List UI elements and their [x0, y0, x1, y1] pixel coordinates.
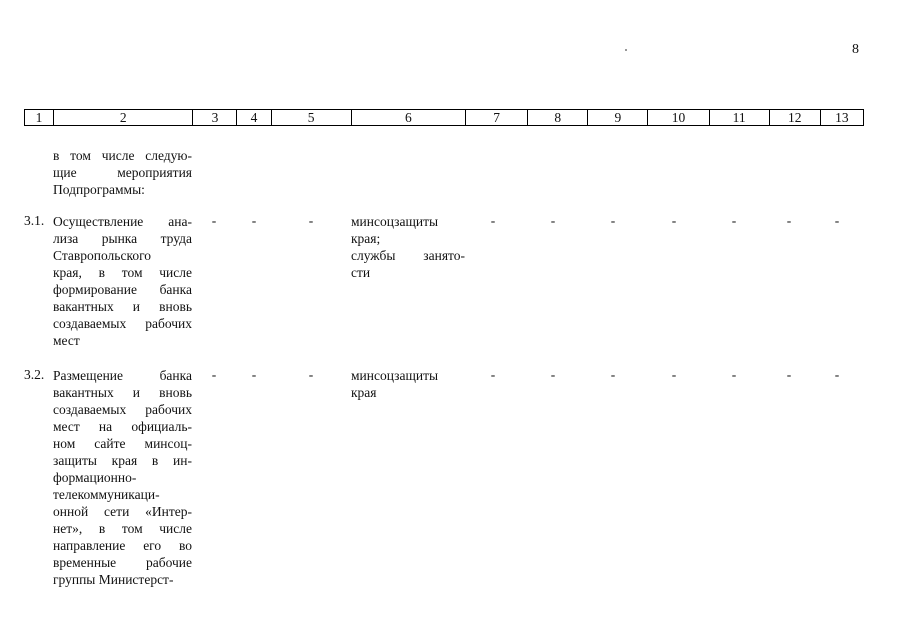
column-header-5: 5 — [271, 110, 351, 126]
executor-line: края — [351, 385, 377, 400]
cell-col-3: - — [211, 367, 217, 382]
description-line: мест — [53, 333, 80, 348]
intro-text — [53, 147, 192, 198]
description-line: временные рабочие — [53, 555, 192, 570]
executor-line: минсоцзащиты — [351, 214, 439, 229]
column-header-6: 6 — [351, 110, 465, 126]
column-header-3: 3 — [193, 110, 237, 126]
description-line: формационно- — [53, 470, 137, 485]
executor-line: сти — [351, 265, 371, 280]
column-header-4: 4 — [237, 110, 271, 126]
column-header-13: 13 — [820, 110, 863, 126]
row-executor — [351, 367, 465, 401]
description-line: лиза рынка труда — [53, 231, 192, 246]
description-line: Осуществление ана- — [53, 214, 192, 229]
row-description — [53, 367, 192, 588]
description-line: Размещение банка — [53, 368, 192, 383]
cell-col-13: - — [834, 367, 840, 382]
cell-col-11: - — [731, 367, 737, 382]
cell-col-7: - — [490, 213, 496, 228]
executor-line: службы занято- — [351, 248, 465, 263]
page-number: 8 — [852, 42, 859, 57]
scan-speck — [625, 49, 627, 51]
row-executor — [351, 213, 465, 281]
cell-col-4: - — [251, 213, 257, 228]
cell-col-12: - — [786, 213, 792, 228]
row-number: 3.1. — [24, 213, 45, 228]
cell-col-5: - — [308, 213, 314, 228]
column-number-header-row — [24, 109, 864, 126]
cell-col-12: - — [786, 367, 792, 382]
cell-col-9: - — [610, 213, 616, 228]
description-line: онной сети «Интер- — [53, 504, 192, 519]
row-description — [53, 213, 192, 349]
description-line: вакантных и вновь — [53, 385, 192, 400]
description-line: Ставропольского — [53, 248, 152, 263]
description-line: создаваемых рабочих — [53, 402, 192, 417]
description-line: мест на официаль- — [53, 419, 192, 434]
column-header-11: 11 — [709, 110, 769, 126]
column-header-1: 1 — [25, 110, 54, 126]
cell-col-4: - — [251, 367, 257, 382]
column-header-7: 7 — [466, 110, 528, 126]
intro-line: щие мероприятия — [53, 165, 192, 180]
description-line: направление его во — [53, 538, 192, 553]
description-line: ном сайте минсоц- — [53, 436, 192, 451]
column-header-8: 8 — [528, 110, 588, 126]
description-line: края, в том числе — [53, 265, 192, 280]
cell-col-8: - — [550, 367, 556, 382]
cell-col-10: - — [671, 367, 677, 382]
intro-line: в том числе следую- — [53, 148, 192, 163]
cell-col-5: - — [308, 367, 314, 382]
description-line: защиты края в ин- — [53, 453, 192, 468]
column-header-9: 9 — [588, 110, 648, 126]
executor-line: минсоцзащиты — [351, 368, 439, 383]
description-line: создаваемых рабочих — [53, 316, 192, 331]
column-header-10: 10 — [648, 110, 709, 126]
executor-line: края; — [351, 231, 381, 246]
description-line: формирование банка — [53, 282, 192, 297]
cell-col-13: - — [834, 213, 840, 228]
cell-col-10: - — [671, 213, 677, 228]
cell-col-11: - — [731, 213, 737, 228]
row-number: 3.2. — [24, 367, 45, 382]
column-header-2: 2 — [54, 110, 193, 126]
cell-col-9: - — [610, 367, 616, 382]
column-header-12: 12 — [769, 110, 820, 126]
intro-line: Подпрограммы: — [53, 182, 145, 197]
cell-col-7: - — [490, 367, 496, 382]
description-line: группы Министерст- — [53, 572, 174, 587]
description-line: нет», в том числе — [53, 521, 192, 536]
description-line: телекоммуникаци- — [53, 487, 160, 502]
description-line: вакантных и вновь — [53, 299, 192, 314]
cell-col-3: - — [211, 213, 217, 228]
cell-col-8: - — [550, 213, 556, 228]
